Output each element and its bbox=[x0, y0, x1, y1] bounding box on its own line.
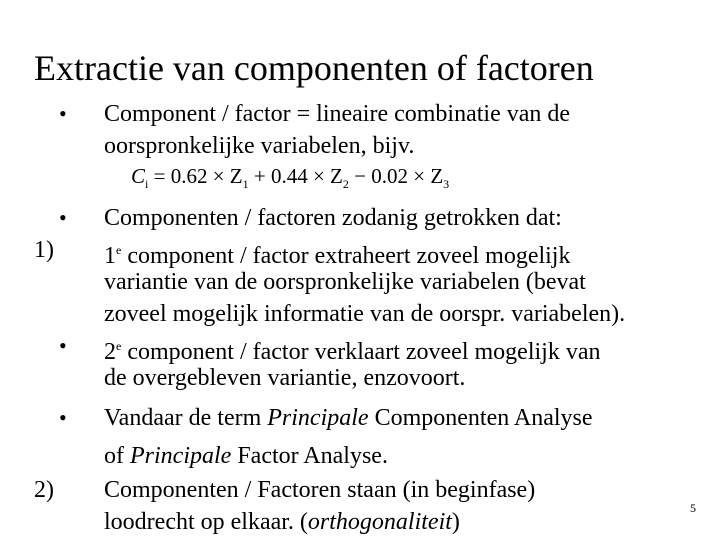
item-2-line-2-emphasis: orthogonaliteit bbox=[307, 509, 452, 535]
sub-bullet-2-line-2-emphasis: Principale bbox=[130, 443, 232, 469]
formula-term-1: = 0.62 × Z bbox=[148, 164, 243, 188]
slide-title: Extractie van componenten of factoren bbox=[34, 48, 594, 88]
sub-bullet-2-line-2-post: Factor Analyse. bbox=[231, 443, 388, 469]
intro-line-2: oorspronkelijke variabelen, bijv. bbox=[104, 133, 415, 159]
formula-lhs-sub: i bbox=[145, 177, 149, 192]
formula-sub-3: 3 bbox=[443, 177, 450, 192]
item-1-ordinal-sup: e bbox=[116, 243, 122, 257]
item-1-line-3: zoveel mogelijk informatie van de oorspr. variabelen). bbox=[104, 301, 626, 327]
item-1-line-2: variantie van de oorspronkelijke variabelen (bevat bbox=[104, 269, 586, 295]
page-number: 5 bbox=[690, 501, 696, 515]
formula-sub-1: 1 bbox=[242, 177, 249, 192]
item-2-line-2 bbox=[104, 506, 460, 538]
formula-sub-2: 2 bbox=[342, 177, 349, 192]
item-2-marker: 2) bbox=[34, 477, 54, 503]
intro-line-1: Component / factor = lineaire combinatie van de bbox=[104, 101, 571, 127]
bullet-2-text: Componenten / factoren zodanig getrokken dat: bbox=[104, 205, 562, 231]
sub-bullet-1-line-2: de overgebleven variantie, enzovoort. bbox=[104, 365, 466, 391]
sub-bullet-1-ordinal: 2 bbox=[104, 339, 116, 365]
item-2-line-1: Componenten / Factoren staan (in beginfase) bbox=[104, 477, 536, 503]
sub-bullet-2-line-2 bbox=[104, 440, 388, 472]
formula-term-3: − 0.02 × Z bbox=[348, 164, 444, 188]
bullet-icon: • bbox=[59, 205, 67, 230]
item-1-text: component / factor extraheert zoveel mogelijk bbox=[121, 243, 571, 269]
sub-bullet-2-text-post: Componenten Analyse bbox=[368, 405, 593, 431]
sub-bullet-2-emphasis: Principale bbox=[267, 405, 369, 431]
item-2-line-2-post: ) bbox=[451, 509, 460, 535]
sub-bullet-2-line-2-pre: of bbox=[104, 443, 130, 469]
item-1-marker: 1) bbox=[34, 237, 54, 263]
sub-bullet-1-text: component / factor verklaart zoveel mogelijk van bbox=[121, 339, 601, 365]
sub-bullet-2-line-1 bbox=[104, 402, 593, 434]
sub-bullet-1-ordinal-sup: e bbox=[116, 339, 122, 353]
bullet-icon: • bbox=[59, 101, 67, 126]
formula-term-2: + 0.44 × Z bbox=[248, 164, 343, 188]
item-2-line-2-pre: loodrecht op elkaar. ( bbox=[104, 509, 308, 535]
formula bbox=[131, 162, 449, 198]
item-1-ordinal: 1 bbox=[104, 243, 116, 269]
bullet-icon: • bbox=[59, 333, 67, 358]
formula-lhs: C bbox=[131, 164, 146, 188]
bullet-icon: • bbox=[59, 405, 67, 430]
sub-bullet-2-text-pre: Vandaar de term bbox=[104, 405, 268, 431]
